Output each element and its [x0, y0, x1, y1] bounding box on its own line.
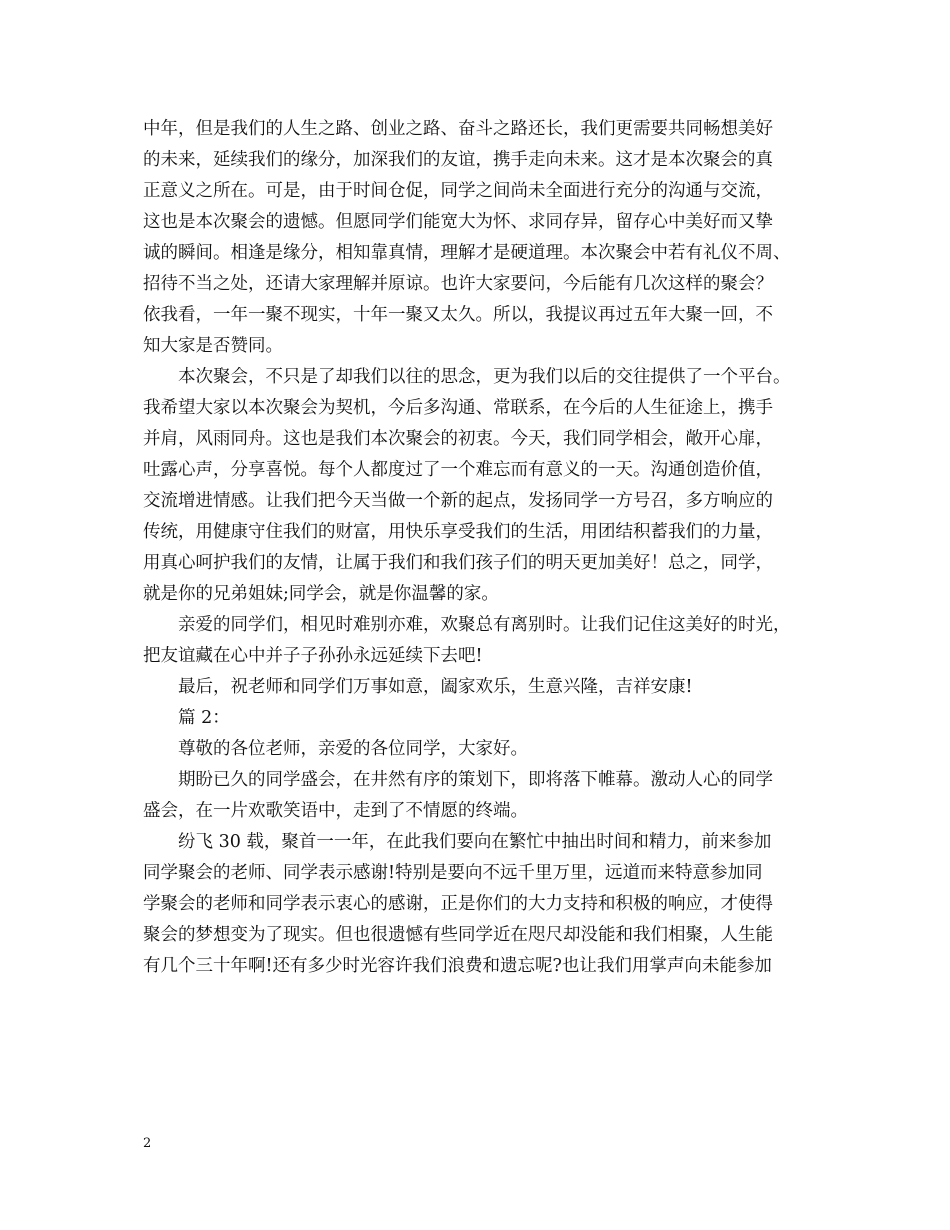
text-line: 有几个三十年啊!还有多少时光容许我们浪费和遗忘呢?也让我们用掌声向未能参加	[143, 956, 772, 976]
text-line: 这也是本次聚会的遗憾。但愿同学们能宽大为怀、求同存异，留存心中美好而又挚	[143, 212, 773, 232]
text-line: 就是你的兄弟姐妹;同学会，就是你温馨的家。	[143, 584, 499, 604]
document-body	[143, 114, 823, 982]
text-line: 同学聚会的老师、同学表示感谢!特别是要向不远千里万里，远道而来特意参加同	[143, 863, 763, 883]
text-line: 传统，用健康守住我们的财富，用快乐享受我们的生活，用团结积蓄我们的力量，	[143, 522, 773, 542]
text-line: 期盼已久的同学盛会，在井然有序的策划下，即将落下帷幕。激动人心的同学	[178, 770, 773, 790]
text-line: 最后，祝老师和同学们万事如意，阖家欢乐，生意兴隆，吉祥安康!	[178, 677, 693, 697]
text-line: 把友谊藏在心中并子子孙孙永远延续下去吧!	[143, 646, 483, 666]
text-line: 用真心呵护我们的友情，让属于我们和我们孩子们的明天更加美好！总之，同学，	[143, 553, 773, 573]
text-line: 我希望大家以本次聚会为契机，今后多沟通、常联系，在今后的人生征途上，携手	[143, 398, 773, 418]
text-line: 的未来，延续我们的缘分，加深我们的友谊，携手走向未来。这才是本次聚会的真	[143, 150, 773, 170]
text-line: 吐露心声，分享喜悦。每个人都度过了一个难忘而有意义的一天。沟通创造价值，	[143, 460, 773, 480]
text-line: 依我看，一年一聚不现实，十年一聚又太久。所以，我提议再过五年大聚一回，不	[143, 305, 773, 325]
page-number: 2	[143, 1136, 152, 1151]
text-line: 聚会的梦想变为了现实。但也很遗憾有些同学近在咫尺却没能和我们相聚，人生能	[143, 925, 773, 945]
text-line: 尊敬的各位老师，亲爱的各位同学，大家好。	[178, 739, 528, 759]
text-line: 学聚会的老师和同学表示衷心的感谢，正是你们的大力支持和积极的响应，才使得	[143, 894, 773, 914]
text-line: 并肩，风雨同舟。这也是我们本次聚会的初衷。今天，我们同学相会，敞开心扉，	[143, 429, 773, 449]
text-line: 纷飞 30 载，聚首一一年，在此我们要向在繁忙中抽出时间和精力，前来参加	[178, 832, 772, 852]
text-line: 盛会，在一片欢歌笑语中，走到了不情愿的终端。	[143, 801, 528, 821]
text-line: 交流增进情感。让我们把今天当做一个新的起点，发扬同学一方号召，多方响应的	[143, 491, 773, 511]
text-line: 中年，但是我们的人生之路、创业之路、奋斗之路还长，我们更需要共同畅想美好	[143, 119, 773, 139]
text-line: 篇 2：	[178, 708, 230, 728]
text-line: 亲爱的同学们，相见时难别亦难，欢聚总有离别时。让我们记住这美好的时光，	[178, 615, 791, 635]
text-line: 本次聚会，不只是了却我们以往的思念，更为我们以后的交往提供了一个平台。	[178, 367, 791, 387]
text-line: 正意义之所在。可是，由于时间仓促，同学之间尚未全面进行充分的沟通与交流，	[143, 181, 773, 201]
text-line: 诚的瞬间。相逢是缘分，相知靠真情，理解才是硬道理。本次聚会中若有礼仪不周、	[143, 243, 791, 263]
text-line: 知大家是否赞同。	[143, 336, 283, 356]
text-line: 招待不当之处，还请大家理解并原谅。也许大家要问，今后能有几次这样的聚会？	[143, 274, 773, 294]
